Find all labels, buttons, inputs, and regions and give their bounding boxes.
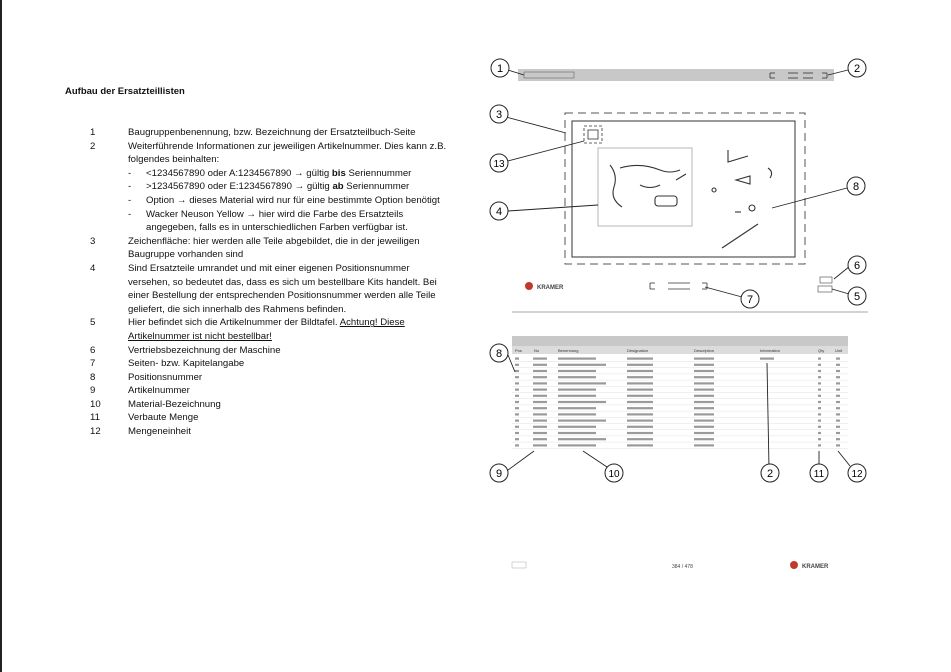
callout-8 [847,177,865,195]
callout-table-12 [848,464,866,482]
svg-text:6: 6 [853,260,861,272]
callout-table-2 [761,464,779,482]
legend-subitem: - >1234567890 oder E:1234567890 → gültig ab Seriennummer [128,181,410,193]
table-row [512,382,848,386]
th-unit: Unit [835,348,843,353]
th-qty: Qty [818,348,825,353]
th-no: No [534,348,540,353]
th-designation: Désignation [627,348,649,353]
svg-text:2: 2 [766,468,774,480]
drawing-area [572,121,795,257]
legend-subitem: - Wacker Neuson Yellow → hier wird die Farbe des Ersatzteils angegeben, falls es in unterschiedlichen Farben verfügbar ist. [128,208,408,234]
table-row [512,407,848,411]
table-rows [512,358,848,449]
warning-text: Achtung! Diese Artikelnummer ist nicht bestellbar! [128,317,405,342]
footer-code-box [512,562,526,568]
svg-text:10: 10 [608,469,620,480]
svg-text:8: 8 [495,348,503,360]
legend-item: 4 Sind Ersatzteile umrandet und mit einer eigenen Positionsnummer versehen, so bedeutet das, dass es sich um bestellbare Kits handelt. Bei einer Bestellung der entsprechenden Positionsnummer werden alle Teile geliefert, die sich innerhalb des Rahmens befinden. [90,262,437,315]
table-row [512,401,848,405]
svg-text:4: 4 [495,206,503,218]
svg-text:2: 2 [853,63,861,75]
callout-1 [491,59,509,77]
callout-table-11 [810,464,828,482]
callout-lines [506,70,850,470]
brand-logo-icon [525,282,533,290]
legend-item: 1 Baugruppenbenennung, bzw. Bezeichnung der Ersatzteilbuch-Seite [90,127,416,138]
svg-text:13: 13 [493,159,505,170]
callout-6 [848,256,866,274]
table-row [512,444,848,448]
callout-7 [741,290,759,308]
callout-table-10 [605,464,623,482]
machine-name-box [820,277,832,283]
svg-text:8: 8 [852,181,860,193]
table-row [512,376,848,380]
page-symbol-icon [584,126,602,143]
table-row [512,395,848,399]
table-row [512,364,848,368]
table-row [512,426,848,430]
table-row [512,413,848,417]
table-row [512,358,848,362]
th-benennung: Benennung [558,348,579,353]
table-title-bar [512,336,848,346]
svg-text:1: 1 [496,63,504,75]
table-row [512,420,848,424]
table-row [512,432,848,436]
legend-item: 6 Vertriebsbezeichnung der Maschine [90,344,281,356]
legend-item: 12 Mengeneinheit [90,426,191,438]
table-row [512,389,848,393]
drawing-area-dashed [565,113,805,264]
th-description: Description [694,348,715,353]
legend-item: 9 Artikelnummer [90,385,190,397]
svg-text:12: 12 [851,469,863,480]
legend-item: 7 Seiten- bzw. Kapitelangabe [90,358,245,370]
footer-brand-name: KRAMER [802,564,829,570]
brand-name: KRAMER [537,285,564,291]
footer-brand-logo-icon [790,561,798,569]
page-symbol-inner [588,130,598,139]
page-heading: Aufbau der Ersatzteillisten [65,86,185,97]
legend-subitem: - Option → dieses Material wird nur für eine bestimmte Option benötigt [128,194,440,206]
legend-item: 10 Material-Bezeichnung [90,398,221,410]
page-number: 384 / 478 [672,564,693,570]
article-number-box [818,286,832,292]
header-bar [518,69,834,81]
legend-item: 3 Zeichenfläche: hier werden alle Teile abgebildet, die in der jeweiligen Baugruppe vorhanden sind [90,235,420,261]
table-row [512,370,848,374]
th-information: Information [760,348,781,353]
callout-2 [848,59,866,77]
legend-item: 2 Weiterführende Informationen zur jeweiligen Artikelnummer. Dies kann z.B. folgendes beinhalten: [90,140,447,166]
svg-text:11: 11 [813,469,825,480]
callout-13 [490,154,508,172]
legend-item: 5 Hier befindet sich die Artikelnummer der Bildtafel. Achtung! Diese Artikelnummer ist nicht bestellbar! [90,317,405,342]
svg-text:5: 5 [853,291,861,303]
callout-4 [490,202,508,220]
callout-5 [848,287,866,305]
svg-text:3: 3 [495,109,503,121]
parts-sketch [610,150,772,248]
callout-3 [490,105,508,123]
chapter-brackets [650,283,707,289]
legend-item: 11 Verbaute Menge [90,412,199,424]
callout-table-8 [490,344,508,362]
th-pos: Pos [515,348,522,353]
legend-item: 8 Positionsnummer [90,371,203,383]
legend-subitem: - <1234567890 oder A:1234567890 → gültig bis Seriennummer [128,167,412,179]
svg-text:9: 9 [495,468,503,480]
svg-text:7: 7 [746,294,754,306]
callout-table-9 [490,464,508,482]
table-row [512,438,848,442]
